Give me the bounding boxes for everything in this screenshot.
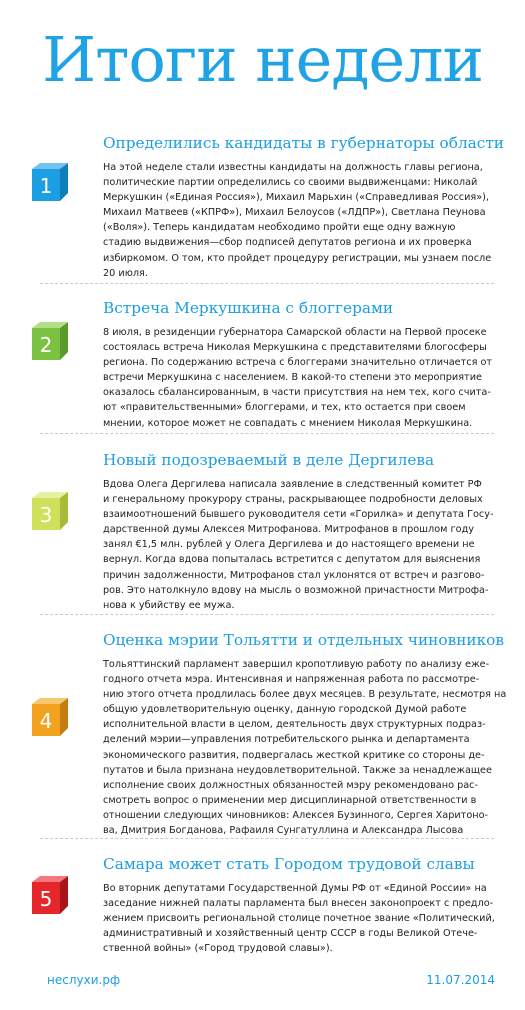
news-title[interactable]: Определились кандидаты в губернаторы области: [103, 134, 505, 152]
number-cube-label: 2: [39, 333, 53, 357]
number-cube-5-icon: [28, 874, 72, 918]
number-cube-3-icon: [28, 490, 72, 534]
number-cube-4-icon: [28, 696, 72, 740]
separator: [40, 838, 494, 839]
separator: [40, 433, 494, 434]
news-title[interactable]: Оценка мэрии Тольятти и отдельных чиновников: [103, 631, 504, 649]
news-title[interactable]: Самара может стать Городом трудовой славы: [103, 855, 475, 873]
number-cube-label: 4: [39, 709, 53, 733]
news-body: Во вторник депутатами Государственной Думы РФ от «Единой России» на заседание нижней палаты парламента был внесен законопроект с предло- жением присвоить региональной столице почетное звание «Политический, административный и хозяйственный центр СССР в годы Великой Отече- ственной войны» («Город трудовой славы»).: [103, 883, 495, 955]
number-cube-label: 5: [39, 887, 53, 911]
news-body: 8 июля, в резиденции губернатора Самарской области на Первой просеке состоялась встреча Николая Меркушкина с представителями блогосферы региона. По содержанию встреча с блоггерами значительно отличается от встречи Меркушкина с населением. В какой-то степени это мероприятие оказалось сбалансированным, в части присутствия на нем тех, кого счита- ют «правительственными» блоггерами, и тех, кто остается при своем мнении, которое может не совпадать с мнением Николая Меркушкина.: [103, 327, 493, 429]
page-title: Итоги недели: [42, 23, 483, 96]
news-body: На этой неделе стали известны кандидаты на должность главы региона, политические партии определились со своими выдвиженцами: Николай Меркушкин («Единая Россия»), Михаил Марьхин («Справедливая Россия»), Михаил Матвеев («КПРФ»), Михаил Белоусов («ЛДПР»), Светлана Пеунова («Воля»). Теперь кандидатам необходимо пройти еще одну важную стадию выдвижения—сбор подписей депутатов региона и их проверка избиркомом. О том, кто пройдет процедуру регистрации, мы узнаем после 20 июля.: [103, 162, 492, 279]
number-cube-label: 1: [39, 174, 53, 198]
news-title[interactable]: Новый подозреваемый в деле Дергилева: [103, 451, 435, 469]
separator: [40, 614, 494, 615]
news-body: Вдова Олега Дергилева написала заявление в следственный комитет РФ и генеральному прокурору страны, раскрывающее подробности деловых взаимоотношений бывшего руководителя сети «Горилка» и депутата Госу- дарственной думы Алексея Митрофанова. Митрофанов в прошлом году занял €1,5 млн. рублей у Олега Дергилева и до настоящего времени не вернул. Когда вдова попыталась встретится с депутатом для выяснения причин задолженности, Митрофанов стал уклонятся от встреч и разгово- ров. Это натолкнуло вдову на мысль о возможной причастности Митрофа- нова к убийству ее мужа.: [103, 479, 494, 611]
site-link[interactable]: неслухи.рф: [47, 973, 121, 987]
number-cube-label: 3: [39, 503, 53, 527]
number-cube-2-icon: [28, 320, 72, 364]
separator: [40, 283, 494, 284]
news-title[interactable]: Встреча Меркушкина с блоггерами: [103, 299, 394, 317]
news-body: Тольяттинский парламент завершил кропотливую работу по анализу еже- годного отчета мэра. Интенсивная и напряженная работа по рассмотре- нию этого отчета продлилась более двух месяцев. В результате, несмотря на общую удовлетворительную оценку, данную городской Думой работе исполнительной власти в целом, деятельность двух структурных подраз- делений мэрии—управления потребительского рынка и департамента экономического развития, подвергалась жесткой критике со стороны де- путатов и была признана неудовлетворительной. Также за ненадлежащее исполнение своих должностных обязанностей мэру рекомендовано рас- смотреть вопрос о применении мер дисциплинарной ответственности в отношении следующих чиновников: Алексея Бузинного, Сергея Харитоно- ва, Дмитрия Богданова, Рафаиля Сунгатуллина и Александра Лысова: [103, 659, 507, 837]
number-cube-1-icon: [28, 161, 72, 205]
issue-date: 11.07.2014: [426, 973, 495, 987]
